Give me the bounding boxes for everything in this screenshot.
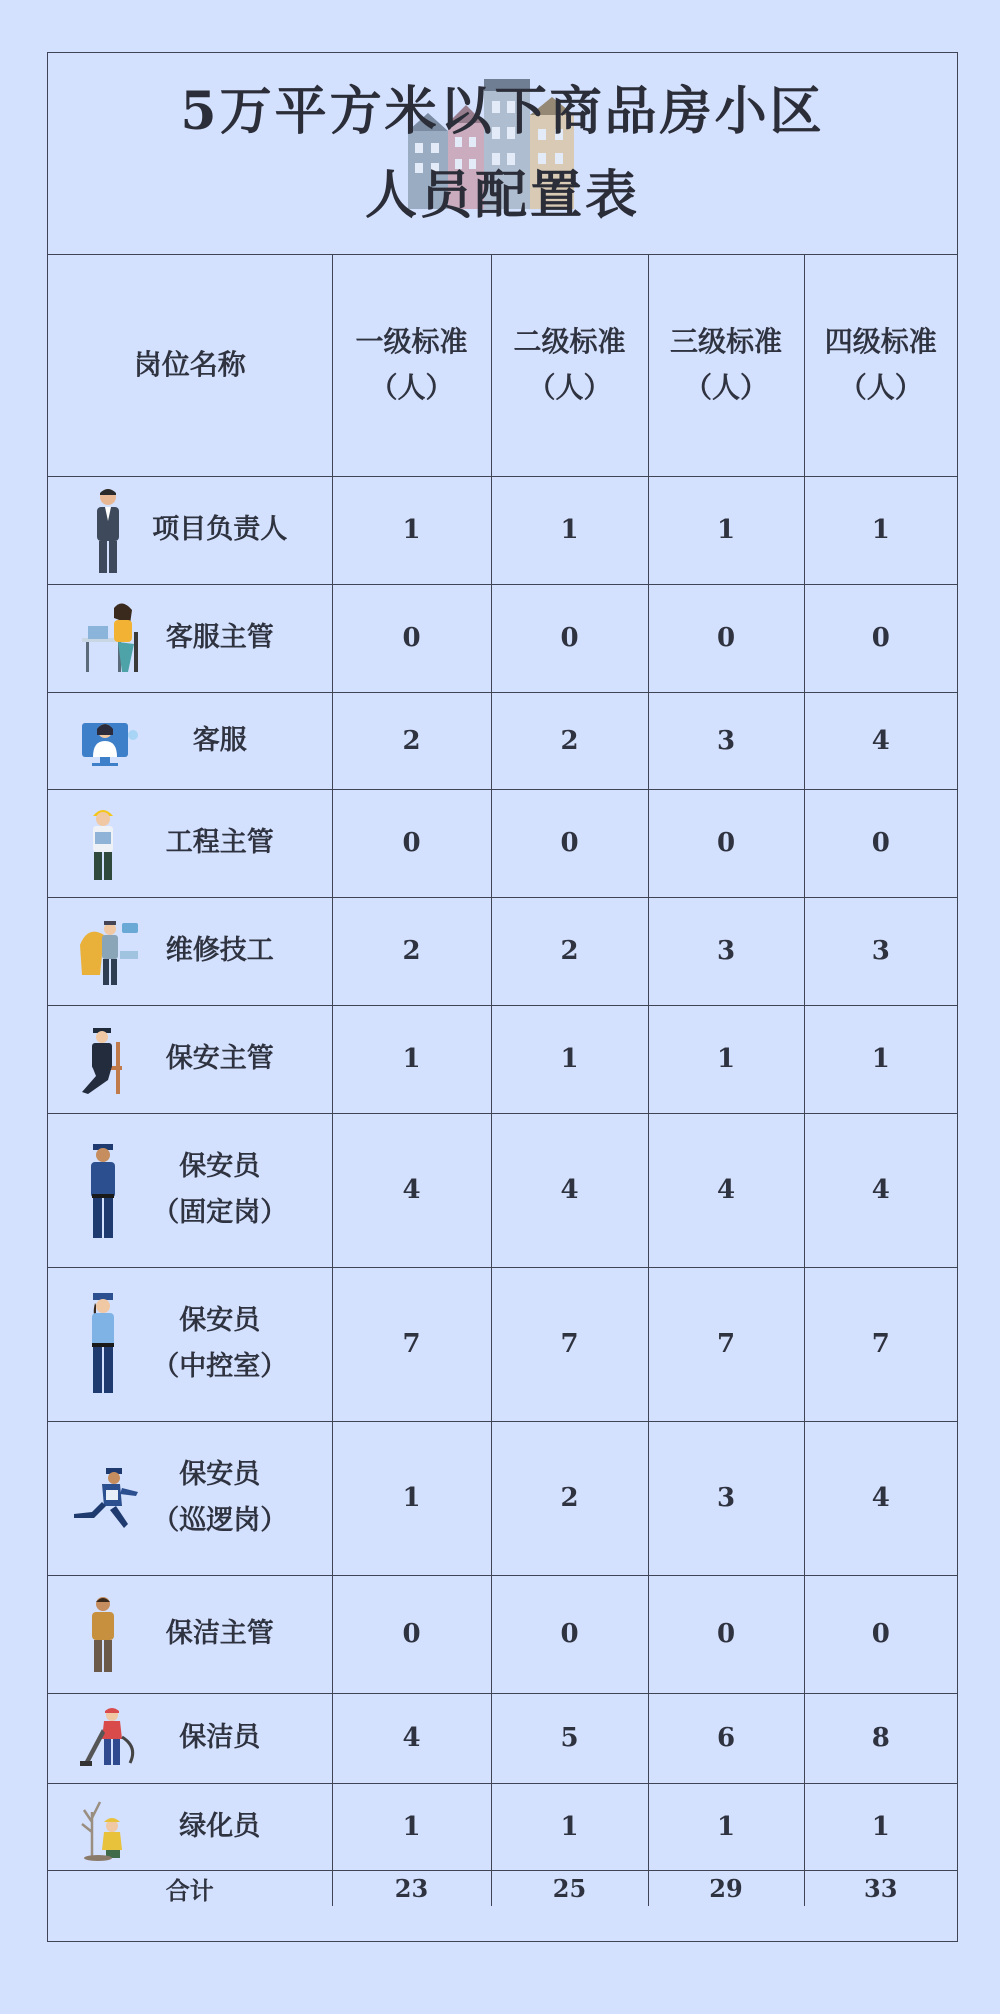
value-cell: 0: [332, 584, 491, 692]
position-cell: [48, 584, 332, 692]
value-cell: 0: [491, 789, 648, 897]
value-cell: 3: [804, 897, 957, 1005]
position-cell: [48, 897, 332, 1005]
total-label: 合计: [48, 1870, 332, 1906]
total-value: 29: [648, 1870, 804, 1906]
table-row: [48, 476, 957, 584]
position-name: 保洁主管: [165, 1618, 274, 1649]
cleaning-supervisor-figure-icon: [78, 1594, 128, 1674]
position-subname: （固定岗）: [152, 1197, 288, 1228]
position-name: 维修技工: [165, 935, 274, 966]
position-name: 保安员: [179, 1151, 261, 1182]
header-row: [48, 255, 957, 476]
table-row: [48, 1421, 957, 1575]
value-cell: 1: [491, 476, 648, 584]
value-cell: 4: [804, 1421, 957, 1575]
value-cell: 4: [491, 1113, 648, 1267]
position-name: 保安主管: [165, 1043, 274, 1074]
value-cell: 3: [648, 897, 804, 1005]
security-chief-figure-icon: [78, 1022, 132, 1096]
value-cell: 0: [804, 1575, 957, 1693]
header-level-1: 一级标准 （人）: [332, 255, 491, 476]
header-level-4: 四级标准 （人）: [804, 255, 957, 476]
position-cell: [48, 476, 332, 584]
value-cell: 4: [804, 1113, 957, 1267]
header-level-3: 三级标准 （人）: [648, 255, 804, 476]
value-cell: 1: [332, 1421, 491, 1575]
vacuum-cleaner-figure-icon: [78, 1707, 142, 1769]
table-row: [48, 789, 957, 897]
value-cell: 4: [332, 1693, 491, 1783]
title-block: [48, 53, 957, 255]
value-cell: 1: [332, 476, 491, 584]
value-cell: 2: [332, 897, 491, 1005]
position-cell: [48, 1421, 332, 1575]
value-cell: 1: [332, 1783, 491, 1870]
table-row: [48, 1575, 957, 1693]
running-guard-figure-icon: [70, 1466, 142, 1530]
position-cell: [48, 1005, 332, 1113]
value-cell: 0: [648, 1575, 804, 1693]
table-row: [48, 1267, 957, 1421]
manager-figure-icon: [78, 485, 138, 575]
position-name: 客服: [192, 724, 247, 756]
table-row: [48, 1693, 957, 1783]
value-cell: 0: [804, 584, 957, 692]
position-cell: [48, 1575, 332, 1693]
position-name: 项目负责人: [152, 514, 288, 545]
value-cell: 3: [648, 692, 804, 789]
guard-figure-icon: [78, 1140, 128, 1240]
value-cell: 8: [804, 1693, 957, 1783]
position-cell: [48, 1267, 332, 1421]
table-row: [48, 584, 957, 692]
position-name: 工程主管: [165, 827, 274, 858]
total-value: 33: [804, 1870, 957, 1906]
value-cell: 5: [491, 1693, 648, 1783]
position-name: 保安员: [179, 1459, 261, 1490]
value-cell: 0: [491, 1575, 648, 1693]
table-row: [48, 1005, 957, 1113]
value-cell: 7: [491, 1267, 648, 1421]
value-cell: 0: [332, 789, 491, 897]
value-cell: 2: [491, 692, 648, 789]
page-subtitle: 人员配置表: [364, 164, 640, 226]
value-cell: 0: [648, 789, 804, 897]
value-cell: 0: [804, 789, 957, 897]
value-cell: 7: [332, 1267, 491, 1421]
header-position: 岗位名称: [48, 255, 332, 476]
value-cell: 1: [491, 1783, 648, 1870]
staffing-table: [48, 255, 957, 1906]
value-cell: 4: [648, 1113, 804, 1267]
value-cell: 2: [491, 897, 648, 1005]
value-cell: 7: [804, 1267, 957, 1421]
value-cell: 1: [804, 1005, 957, 1113]
value-cell: 2: [491, 1421, 648, 1575]
position-subname: （巡逻岗）: [152, 1505, 288, 1536]
table-row: [48, 1783, 957, 1870]
value-cell: 1: [648, 476, 804, 584]
position-cell: [48, 1113, 332, 1267]
position-cell: [48, 1693, 332, 1783]
total-value: 23: [332, 1870, 491, 1906]
total-row: [48, 1870, 957, 1906]
value-cell: 1: [491, 1005, 648, 1113]
value-cell: 0: [332, 1575, 491, 1693]
value-cell: 1: [804, 476, 957, 584]
engineer-figure-icon: [78, 804, 128, 882]
table-row: [48, 1113, 957, 1267]
position-name: 保安员: [179, 1305, 261, 1336]
value-cell: 0: [648, 584, 804, 692]
staffing-table-sheet: [47, 52, 958, 1942]
value-cell: 2: [332, 692, 491, 789]
header-level-2: 二级标准 （人）: [491, 255, 648, 476]
position-cell: [48, 789, 332, 897]
position-name: 绿化员: [179, 1810, 261, 1842]
total-value: 25: [491, 1870, 648, 1906]
value-cell: 1: [332, 1005, 491, 1113]
value-cell: 6: [648, 1693, 804, 1783]
table-row: [48, 692, 957, 789]
mechanic-figure-icon: [78, 915, 142, 987]
table-row: [48, 897, 957, 1005]
female-guard-figure-icon: [78, 1291, 128, 1397]
position-name: 保洁员: [179, 1722, 261, 1753]
value-cell: 1: [648, 1005, 804, 1113]
position-cell: [48, 692, 332, 789]
value-cell: 1: [648, 1783, 804, 1870]
value-cell: 0: [491, 584, 648, 692]
value-cell: 1: [804, 1783, 957, 1870]
value-cell: 7: [648, 1267, 804, 1421]
value-cell: 3: [648, 1421, 804, 1575]
headset-agent-figure-icon: [78, 713, 142, 769]
position-subname: （中控室）: [152, 1351, 288, 1382]
value-cell: 4: [332, 1113, 491, 1267]
desk-worker-figure-icon: [78, 598, 148, 678]
gardener-figure-icon: [78, 1792, 134, 1862]
position-cell: [48, 1783, 332, 1870]
value-cell: 4: [804, 692, 957, 789]
position-name: 客服主管: [165, 622, 274, 653]
page-title: 5万平方米以下商品房小区: [180, 80, 825, 142]
